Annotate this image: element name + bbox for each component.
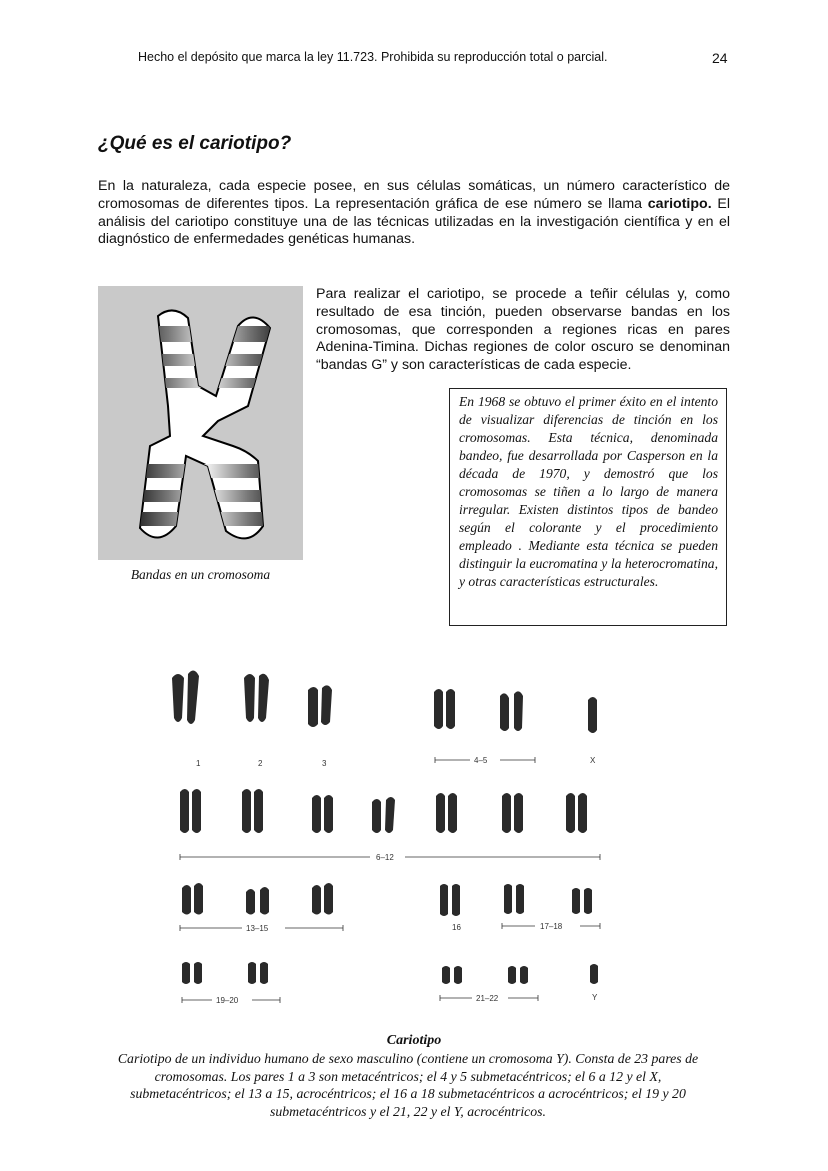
section-title: ¿Qué es el cariotipo?: [98, 133, 292, 154]
intro-text-1: En la naturaleza, cada especie posee, en sus células somáticas, un número característico de cromosomas de diferentes tipos. La representación gráfica de ese número se llama: [98, 178, 730, 212]
karyotype-figure: [160, 660, 620, 1010]
label-chromosome-16: 16: [452, 923, 461, 932]
figure-caption: Bandas en un cromosoma: [130, 567, 271, 582]
label-group-17-18: 17–18: [540, 922, 563, 931]
chromosome-set: [172, 670, 598, 984]
label-chromosome-1: 1: [196, 759, 201, 768]
staining-paragraph: Para realizar el cariotipo, se procede a teñir células y, como resultado de esa tinción, pueden observarse bandas en los cromosomas, que corresponden a regiones ricas en pares Adenina-Timina. Dichas regiones de color oscuro se denominan “bandas G” y son características de cada especie.: [316, 286, 730, 374]
label-chromosome-2: 2: [258, 759, 263, 768]
chromosome-bands-figure: [98, 286, 303, 560]
karyotype-caption-text: Cariotipo de un individuo humano de sexo masculino (contiene un cromosoma Y). Consta de 23 pares de cromosomas. Los pares 1 a 3 son metacéntricos; el 4 y 5 submetacéntricos; el 6 a 12 y el X, submetacéntricos; el 13 a 15, acrocéntricos; el 16 a 18 submetacéntricos a acrocéntricos; el 19 y 20 submetacéntricos y el 21, 22 y el Y, acrocéntricos.: [117, 1051, 699, 1119]
intro-paragraph: [98, 178, 730, 249]
label-chromosome-x: X: [590, 756, 596, 765]
label-group-13-15: 13–15: [246, 924, 269, 933]
header-legal-notice: Hecho el depósito que marca la ley 11.723. Prohibida su reproducción total o parcial.: [138, 50, 608, 64]
chromosome-illustration: [98, 286, 303, 560]
intro-text-2: El análisis del cariotipo constituye una de las técnicas utilizadas en la investigación científica y en el diagnóstico de enfermedades genéticas humanas.: [98, 195, 730, 248]
karyotype-image: [160, 660, 620, 1010]
label-chromosome-y: Y: [592, 993, 598, 1002]
history-note-box: [449, 388, 727, 626]
intro-bold-term: cariotipo.: [647, 195, 712, 212]
label-group-4-5: 4–5: [474, 756, 488, 765]
label-group-6-12: 6–12: [376, 853, 394, 862]
history-note-text: En 1968 se obtuvo el primer éxito en el intento de visualizar diferencias de tinción en los cromosomas. Esta técnica, denominada bandeo, fue desarrollada por Casperson en la década de 1970, y demostró que los cromosomas se tiñen a lo largo de manera irregular. Existen distintos tipos de bandeo según el colorante y el procedimiento empleado . Mediante esta técnica se pueden distinguir la eucromatina y la heterocromatina, y otras características estructurales.: [459, 394, 718, 589]
label-group-19-20: 19–20: [216, 996, 239, 1005]
karyotype-caption-title: Cariotipo: [386, 1033, 442, 1048]
label-chromosome-3: 3: [322, 759, 327, 768]
label-group-21-22: 21–22: [476, 994, 499, 1003]
page-number: 24: [712, 50, 728, 66]
